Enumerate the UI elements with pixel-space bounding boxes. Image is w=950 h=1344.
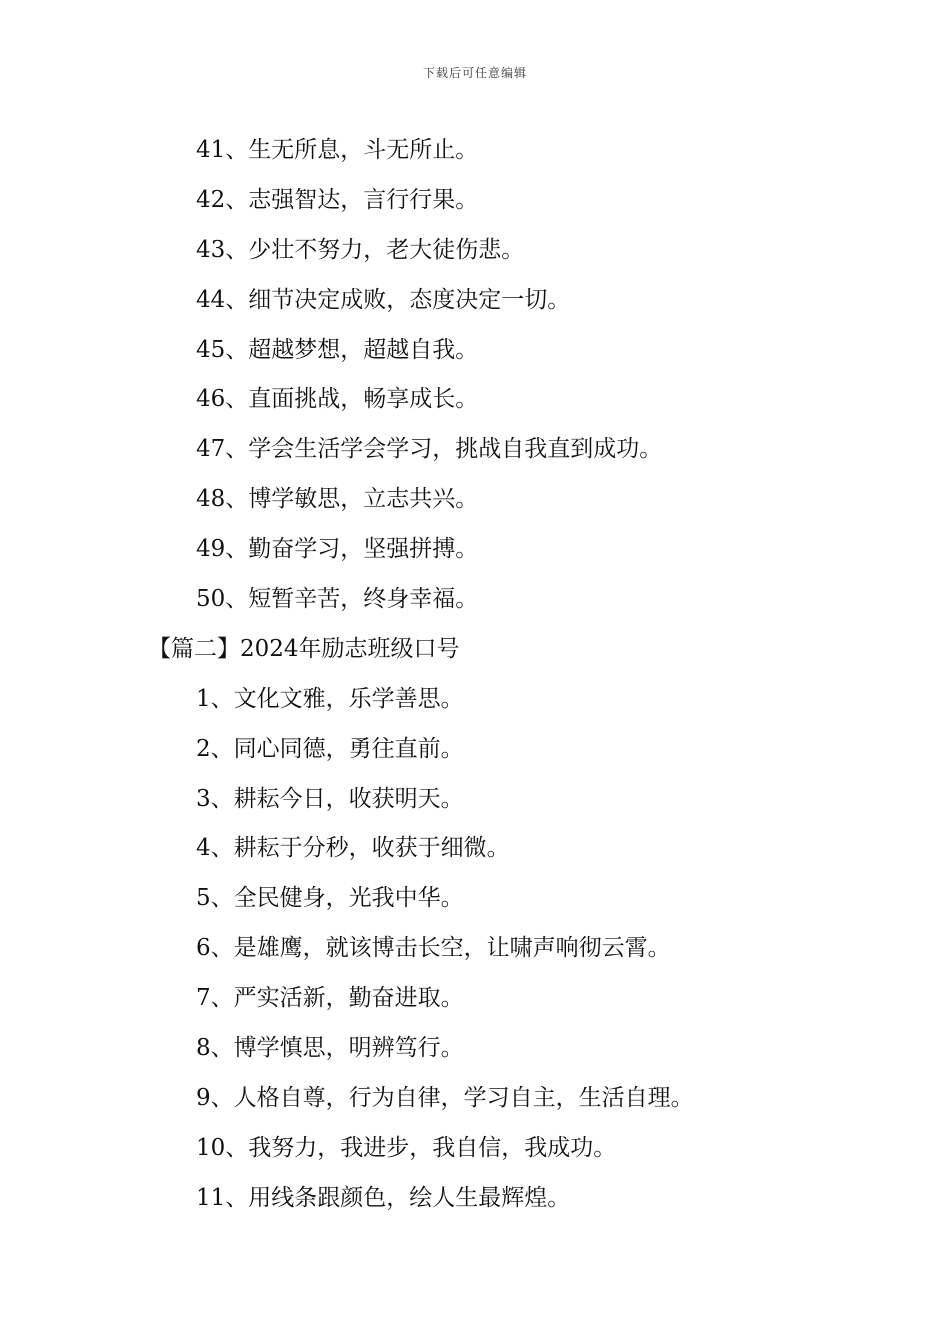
slogan-item: 47、学会生活学会学习，挑战自我直到成功。	[196, 436, 663, 463]
slogan-item: 11、用线条跟颜色，绘人生最辉煌。	[196, 1184, 571, 1211]
slogan-item: 42、志强智达，言行行果。	[196, 186, 479, 213]
slogan-item: 5、全民健身，光我中华。	[196, 885, 464, 912]
slogan-item: 41、生无所息，斗无所止。	[196, 137, 479, 163]
slogan-item: 1、文化文雅，乐学善思。	[196, 685, 464, 712]
slogan-item: 9、人格自尊，行为自律，学习自主，生活自理。	[196, 1084, 694, 1111]
slogan-item: 3、耕耘今日，收获明天。	[196, 785, 464, 812]
slogan-item: 10、我努力，我进步，我自信，我成功。	[196, 1134, 617, 1161]
slogan-item: 43、少壮不努力，老大徒伤悲。	[196, 236, 525, 263]
slogan-item: 48、博学敏思，立志共兴。	[196, 486, 479, 513]
slogan-item: 6、是雄鹰，就该博击长空，让啸声响彻云霄。	[196, 935, 671, 962]
slogan-item: 7、严实活新，勤奋进取。	[196, 985, 464, 1012]
slogan-item: 4、耕耘于分秒，收获于细微。	[196, 835, 510, 862]
slogan-item: 2、同心同德，勇往直前。	[196, 735, 464, 762]
section-heading: 【篇二】2024年励志班级口号	[148, 635, 460, 662]
slogan-item: 8、博学慎思，明辨笃行。	[196, 1035, 464, 1062]
document-body	[0, 128, 950, 1226]
slogan-item: 49、勤奋学习，坚强拼搏。	[196, 536, 479, 563]
slogan-item: 45、超越梦想，超越自我。	[196, 336, 479, 363]
slogan-item: 46、直面挑战，畅享成长。	[196, 386, 479, 413]
slogan-item: 50、短暂辛苦，终身幸福。	[196, 586, 479, 613]
page-header: 下载后可任意编辑	[422, 66, 527, 80]
slogan-item: 44、细节决定成败，态度决定一切。	[196, 286, 571, 313]
